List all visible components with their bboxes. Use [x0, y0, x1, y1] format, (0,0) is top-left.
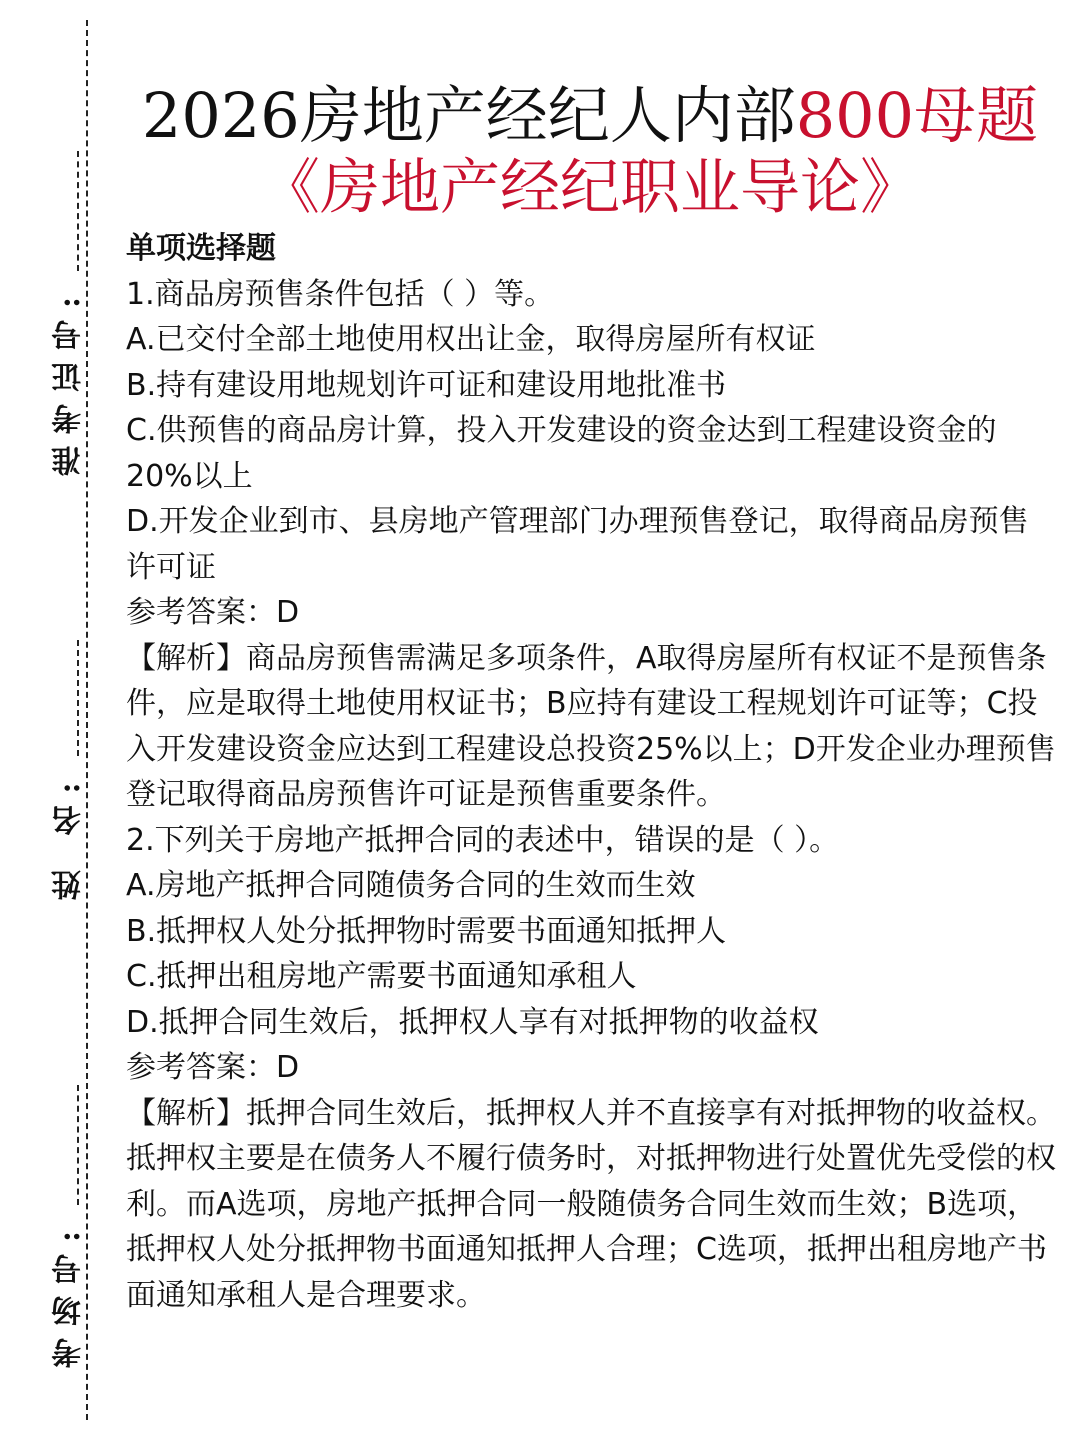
section-heading: 单项选择题 [126, 231, 276, 266]
exam-room-blank [77, 1085, 79, 1205]
option-d: D.抵押合同生效后，抵押权人享有对抵押物的收益权 [126, 1004, 819, 1040]
question-content [126, 226, 1056, 1318]
reference-answer: 参考答案：D [126, 595, 300, 630]
page-subtitle: 《房地产经纪职业导论》 [260, 153, 920, 223]
answer-analysis: 【解析】抵押合同生效后，抵押权人并不直接享有对抵押物的收益权。抵押权主要是在债务人不履行债务时，对抵押物进行处置优先受偿的权利。而A选项，房地产抵押合同一般随债务合同生效而生效；B选项，抵押权人处分抵押物书面通知抵押人合理；C选项，抵押出租房地产书面通知承租人是合理要求。 [126, 1095, 1056, 1313]
question-block [126, 818, 1056, 1319]
option-b: B.抵押权人处分抵押物时需要书面通知抵押人 [126, 913, 727, 949]
ticket-number-blank [77, 151, 79, 271]
question-stem: 2.下列关于房地产抵押合同的表述中，错误的是（ ）。 [126, 822, 840, 858]
question-stem: 1.商品房预售条件包括（ ）等。 [126, 276, 555, 312]
ticket-number-label: 准考证号: [52, 284, 87, 476]
option-a: A.房地产抵押合同随债务合同的生效而生效 [126, 868, 696, 903]
option-b: B.持有建设用地规划许可证和建设用地批准书 [126, 367, 727, 403]
binding-field-exam-room [50, 1048, 90, 1368]
binding-field-ticket-number [50, 96, 90, 476]
name-blank [77, 640, 79, 756]
binding-field-name [50, 640, 90, 900]
reference-answer: 参考答案：D [126, 1050, 300, 1085]
answer-analysis: 【解析】商品房预售需满足多项条件，A取得房屋所有权证不是预售条件，应是取得土地使用权证书；B应持有建设工程规划许可证等；C投入开发建设资金应达到工程建设总投资25%以上；D开发企业办理预售登记取得商品房预售许可证是预售重要条件。 [126, 640, 1056, 812]
title-prefix: 2026房地产经纪人内部 [141, 79, 796, 152]
title-accent: 800母题 [795, 79, 1039, 152]
name-label: 姓 名: [52, 770, 87, 900]
option-c: C.供预售的商品房计算，投入开发建设的资金达到工程建设资金的20%以上 [126, 413, 997, 494]
question-block [126, 272, 1056, 818]
exam-room-label: 考场号: [52, 1218, 87, 1368]
option-c: C.抵押出租房地产需要书面通知承租人 [126, 959, 637, 994]
option-a: A.已交付全部土地使用权出让金，取得房屋所有权证 [126, 322, 816, 357]
option-d: D.开发企业到市、县房地产管理部门办理预售登记，取得商品房预售许可证 [126, 504, 1029, 585]
